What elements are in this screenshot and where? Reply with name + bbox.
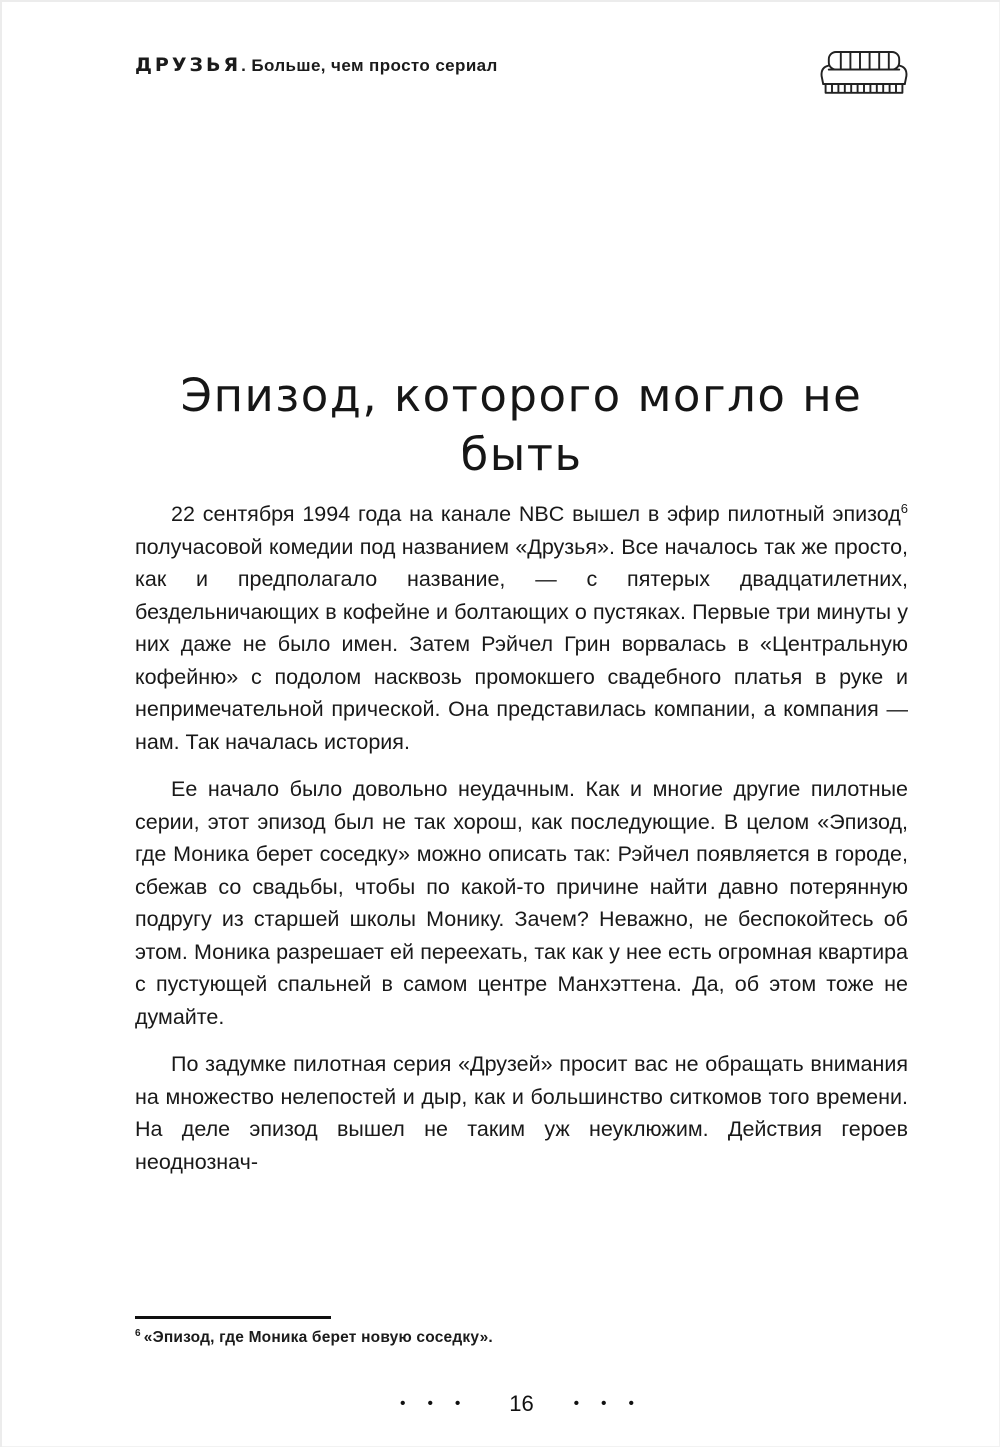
paragraph-1-text-continued: получасовой комедии под названием «Друзья». Все началось так же просто, как и предполагало название, — с пятерых двадцатилетних, бездельничающих в кофейне и болтающих о пустяках. Первые три минуты у них даже не было имен. Затем Рэйчел Грин ворвалась в «Центральную кофейню» с подолом насквозь промокшего свадебного платья в руке и непримечательной прической. Она представилась компании, а компания — нам. Так началась история. [135,534,908,754]
footer-dots-left: • • • [400,1394,470,1412]
footer-dots-right: • • • [573,1394,643,1412]
chapter-title-line2: быть [460,428,583,481]
footnote-divider [135,1316,331,1319]
body-text [135,498,908,1193]
running-head [135,44,498,76]
paragraph-3: По задумке пилотная серия «Друзей» просит вас не обращать внимания на множество нелепостей и дыр, как и большинство ситкомов того времени. На деле эпизод вышел не таким уж неуклюжим. Действия героев неоднознач- [135,1052,908,1174]
book-title: ДРУЗЬЯ [135,54,242,76]
page-number: 16 [509,1391,534,1416]
paragraph-1-text: 22 сентября 1994 года на канале NBC вышел в эфир пилотный эпизод [171,502,901,526]
chapter-title-line1: Эпизод, которого могло не [180,369,863,422]
footnote-marker: 6 [900,500,908,516]
paragraph-2: Ее начало было довольно неудачным. Как и многие другие пилотные серии, этот эпизод был не так хорош, как последующие. В целом «Эпизод, где Моника берет соседку» можно описать так: Рэйчел появляется в городе, сбежав со свадьбы, чтобы по какой-то причине найти давно потерянную подругу из старшей школы Монику. Зачем? Неважно, не беспокойтесь об этом. Моника разрешает ей переехать, так как у нее есть огромная квартира с пустующей спальней в самом центре Манхэттена. Да, об этом тоже не думайте. [135,777,908,1029]
couch-icon [816,44,912,100]
footnote-text: «Эпизод, где Моника берет новую соседку». [143,1329,493,1346]
book-subtitle: . Больше, чем просто сериал [241,56,498,75]
paragraph-1 [135,498,908,758]
footnote-number: 6 [135,1327,141,1339]
footnote [135,1328,908,1347]
chapter-title [135,366,908,484]
page-header [135,44,908,100]
page-footer [135,1391,908,1417]
footnote-block [135,1316,908,1347]
